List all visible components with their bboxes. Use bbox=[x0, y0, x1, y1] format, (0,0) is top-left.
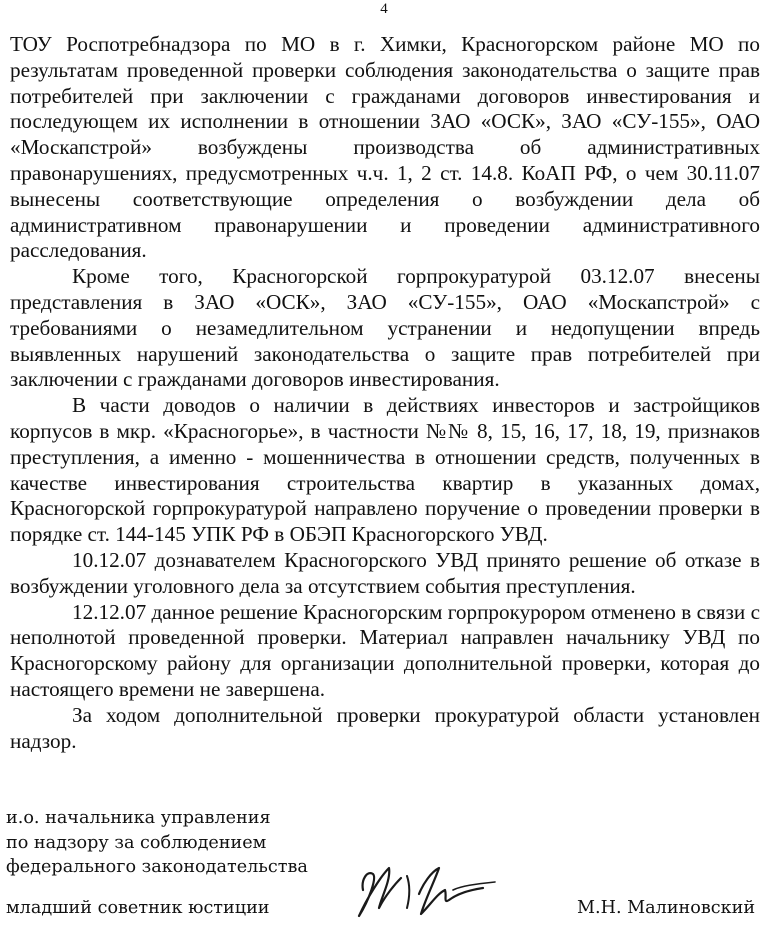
signature-position-block bbox=[6, 806, 308, 880]
paragraph-4: 10.12.07 дознавателем Красногорского УВД принято решение об отказе в возбуждении уголовного дела за отсутствием события преступления. bbox=[10, 547, 760, 598]
signer-name: М.Н. Малиновский bbox=[577, 898, 756, 918]
handwritten-signature bbox=[345, 850, 505, 930]
paragraph-2: Кроме того, Красногорской горпрокуратурой 03.12.07 внесены представления в ЗАО «ОСК», ЗАО «СУ-155», ОАО «Москапстрой» с требованиями о незамедлительном устранении и недопущении впредь выявленных нарушений законодательства о защите прав потребителей при заключении с гражданами договоров инвестирования. bbox=[10, 264, 760, 392]
position-line-2: по надзору за соблюдением bbox=[6, 832, 267, 853]
page-number: 4 bbox=[380, 1, 388, 17]
document-body bbox=[10, 32, 760, 754]
paragraph-3: В части доводов о наличии в действиях инвесторов и застройщиков корпусов в мкр. «Красногорье», в частности №№ 8, 15, 16, 17, 18, 19, признаков преступления, а именно - мошенничества в отношении средств, полученных в качестве инвестирования строительства квартир в указанных домах, Красногорской горпрокуратурой направлено поручение о проведении проверки в порядке ст. 144-145 УПК РФ в ОБЭП Красногорского УВД. bbox=[10, 393, 760, 547]
position-line-1: и.о. начальника управления bbox=[6, 808, 271, 828]
rank-text: младший советник юстиции bbox=[6, 898, 270, 918]
paragraph-5: 12.12.07 данное решение Красногорским горпрокурором отменено в связи с неполнотой проведенной проверки. Материал направлен начальнику УВД по Красногорскому району для организации дополнительной проверки, которая до настоящего времени не завершена. bbox=[10, 599, 760, 701]
paragraph-6: За ходом дополнительной проверки прокуратурой области установлен надзор. bbox=[10, 702, 760, 753]
position-line-3: федерального законодательства bbox=[6, 857, 308, 877]
paragraph-1: ТОУ Роспотребнадзора по МО в г. Химки, Красногорском районе МО по результатам проведенной проверки соблюдения законодательства о защите прав потребителей при заключении с гражданами договоров инвестирования и последующем их исполнении в отношении ЗАО «ОСК», ЗАО «СУ-155», ОАО «Москапстрой» возбуждены производства об административных правонарушениях, предусмотренных ч.ч. 1, 2 ст. 14.8. КоАП РФ, о чем 30.11.07 вынесены соответствующие определения о возбуждении дела об административном правонарушении и проведении административного расследования. bbox=[10, 32, 760, 263]
